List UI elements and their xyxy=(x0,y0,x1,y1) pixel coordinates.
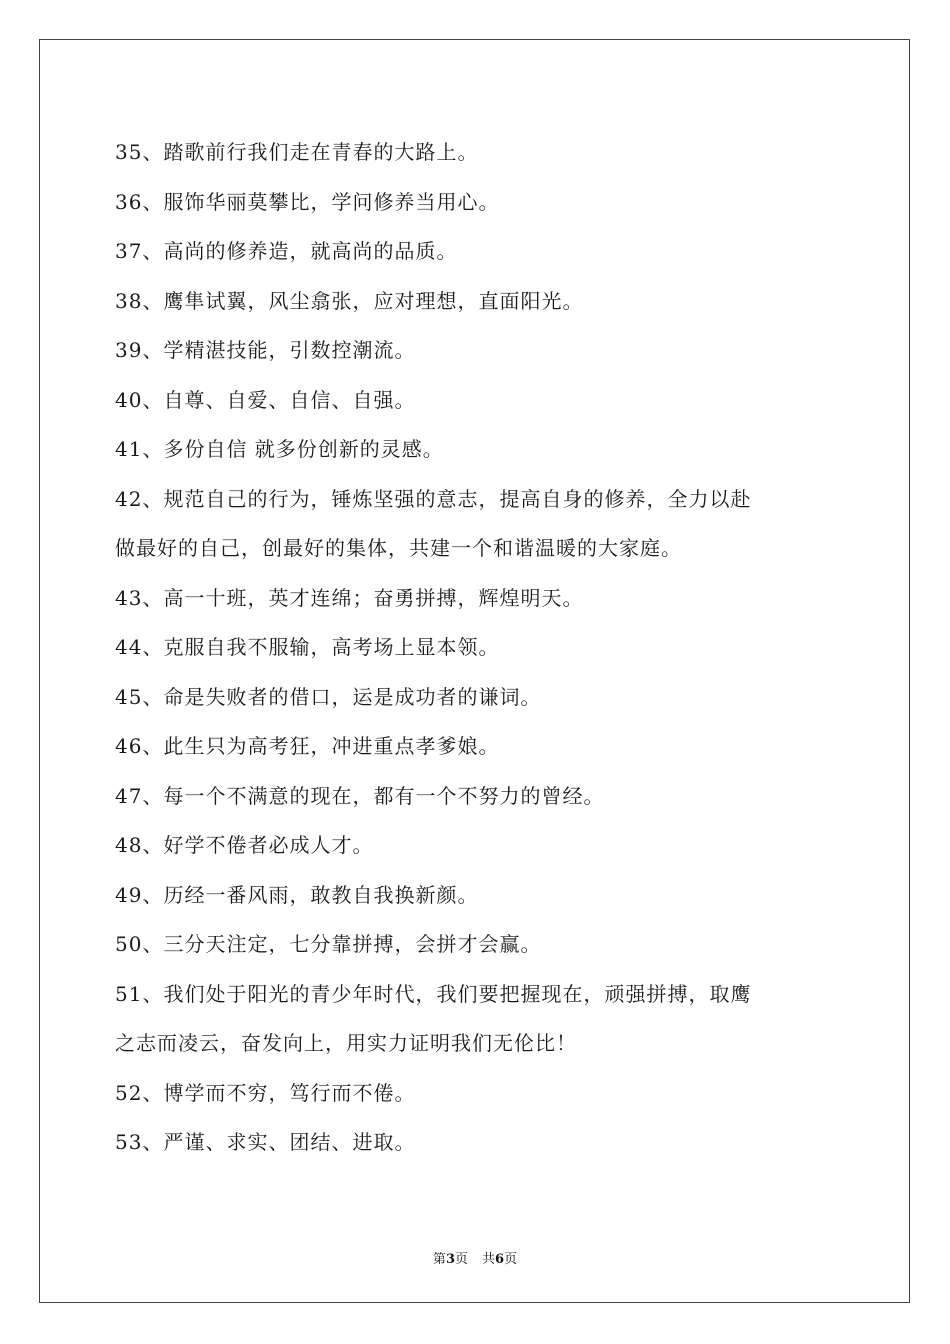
page-footer xyxy=(0,1248,950,1267)
total-pages: 6 xyxy=(495,1252,505,1267)
text-line: 37、高尚的修养造，就高尚的品质。 xyxy=(115,239,458,263)
text-line: 36、服饰华丽莫攀比，学问修养当用心。 xyxy=(115,189,500,214)
text-line: 44、克服自我不服输，高考场上显本领。 xyxy=(115,635,500,659)
text-line: 50、三分天注定，七分靠拼搏，会拼才会赢。 xyxy=(115,932,542,956)
text-line: 52、博学而不穷，笃行而不倦。 xyxy=(115,1080,416,1105)
text-line: 51、我们处于阳光的青少年时代，我们要把握现在，顽强拼搏，取鹰 xyxy=(115,981,752,1006)
text-line: 38、鹰隼试翼，风尘翕张，应对理想，直面阳光。 xyxy=(115,288,584,313)
text-line: 40、自尊、自爱、自信、自强。 xyxy=(115,387,416,412)
text-line: 41、多份自信 就多份创新的灵感。 xyxy=(115,437,444,461)
total-prefix: 共 xyxy=(482,1252,496,1267)
page-prefix: 第 xyxy=(432,1252,446,1267)
text-line: 39、学精湛技能，引数控潮流。 xyxy=(115,338,416,362)
page-suffix: 页 xyxy=(454,1252,468,1267)
text-line: 45、命是失败者的借口，运是成功者的谦词。 xyxy=(115,684,542,709)
text-line: 35、踏歌前行我们走在青春的大路上。 xyxy=(115,140,479,164)
text-line: 48、好学不倦者必成人才。 xyxy=(115,833,374,857)
text-line: 做最好的自己，创最好的集体，共建一个和谐温暖的大家庭。 xyxy=(115,536,682,560)
text-line: 之志而凌云，奋发向上，用实力证明我们无伦比！ xyxy=(115,1031,577,1055)
text-line: 46、此生只为高考狂，冲进重点孝爹娘。 xyxy=(115,734,500,758)
page-number: 3 xyxy=(445,1252,455,1267)
text-line: 42、规范自己的行为，锤炼坚强的意志，提高自身的修养，全力以赴 xyxy=(115,486,752,511)
text-line: 43、高一十班，英才连绵；奋勇拼搏，辉煌明天。 xyxy=(115,585,584,610)
text-line: 53、严谨、求实、团结、进取。 xyxy=(115,1130,416,1154)
text-line: 47、每一个不满意的现在，都有一个不努力的曾经。 xyxy=(115,783,605,808)
document-body xyxy=(115,128,845,1168)
total-suffix: 页 xyxy=(504,1252,518,1267)
text-line: 49、历经一番风雨，敢教自我换新颜。 xyxy=(115,882,479,907)
